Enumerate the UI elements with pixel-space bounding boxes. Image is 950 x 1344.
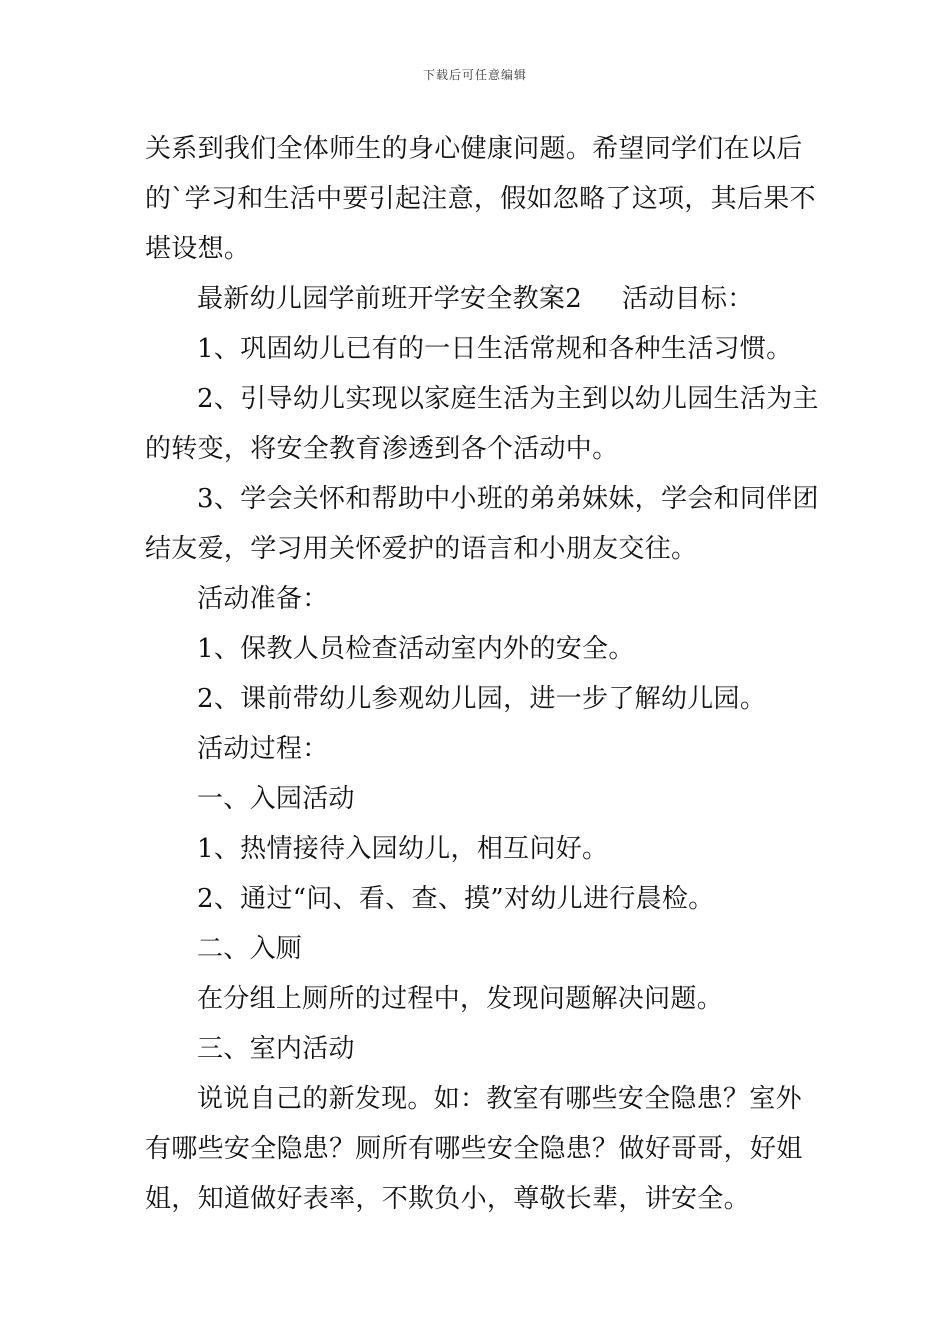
section-text-continuation: 有哪些安全隐患？厕所有哪些安全隐患？做好哥哥，好姐	[145, 1134, 803, 1164]
section-text-continuation: 姐，知道做好表率，不欺负小，尊敬长辈，讲安全。	[145, 1184, 750, 1214]
goal-item: 1、巩固幼儿已有的一日生活常规和各种生活习惯。	[197, 334, 793, 364]
section-heading: 二、入厕	[197, 934, 303, 964]
section-text: 在分组上厕所的过程中，发现问题解决问题。	[197, 984, 724, 1014]
goal-item: 3、学会关怀和帮助中小班的弟弟妹妹，学会和同伴团	[197, 484, 819, 514]
process-heading: 活动过程：	[197, 734, 329, 764]
prep-heading: 活动准备：	[197, 584, 329, 614]
document-body	[145, 124, 819, 1224]
header-note: 下载后可任意编辑	[422, 68, 527, 82]
section-item: 1、热情接待入园幼儿，相互问好。	[197, 834, 609, 864]
paragraph-line: 关系到我们全体师生的身心健康问题。希望同学们在以后	[145, 134, 803, 164]
prep-item: 1、保教人员检查活动室内外的安全。	[197, 634, 635, 664]
section-heading: 三、室内活动	[197, 1034, 355, 1064]
paragraph-line: 的`学习和生活中要引起注意，假如忽略了这项，其后果不	[145, 184, 816, 214]
paragraph-line: 堪设想。	[145, 234, 251, 264]
prep-item: 2、课前带幼儿参观幼儿园，进一步了解幼儿园。	[197, 684, 767, 714]
goal-item: 2、引导幼儿实现以家庭生活为主到以幼儿园生活为主	[197, 384, 819, 414]
lesson-title-line	[145, 274, 810, 324]
section-heading: 一、入园活动	[197, 784, 355, 814]
section-text: 说说自己的新发现。如：教室有哪些安全隐患？室外	[197, 1084, 802, 1114]
goal-item-continuation: 结友爱，学习用关怀爱护的语言和小朋友交往。	[145, 534, 698, 564]
goal-heading: 活动目标：	[622, 284, 754, 314]
lesson-title: 最新幼儿园学前班开学安全教案2	[197, 284, 583, 314]
goal-item-continuation: 的转变，将安全教育渗透到各个活动中。	[145, 434, 619, 464]
section-item: 2、通过“问、看、查、摸”对幼儿进行晨检。	[197, 884, 715, 914]
